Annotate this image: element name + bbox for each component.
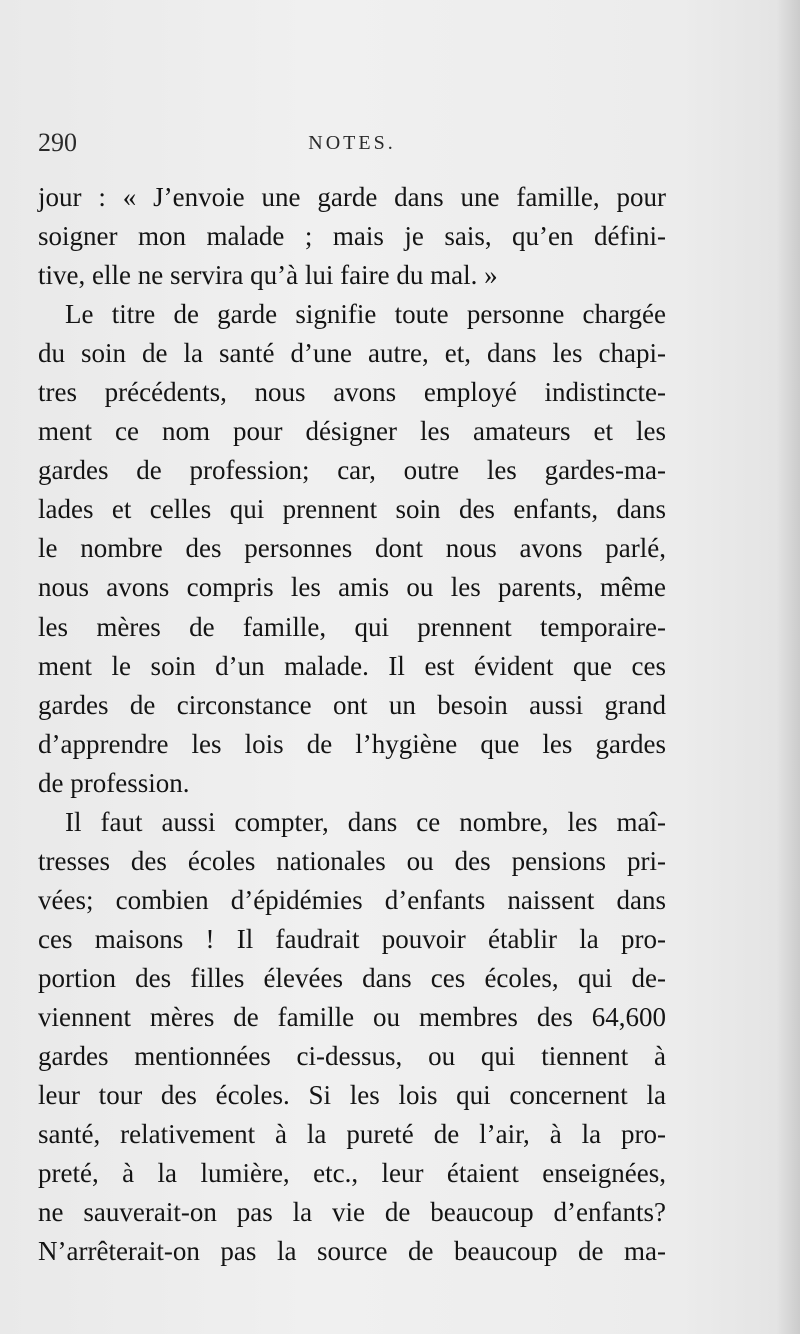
- text-line: portion des filles élevées dans ces écoles, qui de-: [38, 962, 666, 993]
- text-line: vées; combien d’épidémies d’enfants naissent dans: [38, 884, 666, 915]
- text-line: preté, à la lumière, etc., leur étaient enseignées,: [38, 1158, 666, 1189]
- text-line: tresses des écoles nationales ou des pensions pri-: [38, 845, 666, 876]
- text-line: gardes mentionnées ci-dessus, ou qui tiennent à: [38, 1041, 666, 1072]
- text-line: nous avons compris les amis ou les parents, même: [38, 572, 666, 603]
- text-line: ces maisons ! Il faudrait pouvoir établir la pro-: [38, 923, 666, 954]
- text-line: ment ce nom pour désigner les amateurs et les: [38, 416, 666, 447]
- text-line: ment le soin d’un malade. Il est évident que ces: [38, 650, 666, 681]
- text-line: les mères de famille, qui prennent temporaire-: [38, 611, 666, 642]
- text-line: Il faut aussi compter, dans ce nombre, les maî-: [65, 806, 666, 837]
- text-line: santé, relativement à la pureté de l’air, à la pro-: [38, 1119, 666, 1150]
- text-line: gardes de profession; car, outre les gardes-ma-: [38, 455, 666, 486]
- text-line: leur tour des écoles. Si les lois qui concernent la: [38, 1080, 666, 1111]
- text-line: Le titre de garde signifie toute personne chargée: [65, 299, 666, 330]
- text-line: ne sauverait-on pas la vie de beaucoup d’enfants?: [38, 1197, 666, 1228]
- page-number: 290: [38, 128, 77, 157]
- page-edge-shadow: [776, 0, 800, 1334]
- text-line: de profession.: [38, 767, 190, 798]
- text-line: N’arrêterait-on pas la source de beaucoup de ma-: [38, 1236, 666, 1267]
- text-line: lades et celles qui prennent soin des enfants, dans: [38, 494, 666, 525]
- text-line: tive, elle ne servira qu’à lui faire du mal. »: [38, 260, 498, 291]
- text-line: gardes de circonstance ont un besoin aussi grand: [38, 689, 666, 720]
- text-line: soigner mon malade ; mais je sais, qu’en défini-: [38, 221, 666, 252]
- text-line: du soin de la santé d’une autre, et, dans les chapi-: [38, 338, 666, 369]
- page-header: [38, 128, 666, 168]
- text-line: le nombre des personnes dont nous avons parlé,: [38, 533, 666, 564]
- text-line: viennent mères de famille ou membres des 64,600: [38, 1001, 666, 1032]
- text-line: tres précédents, nous avons employé indistincte-: [38, 377, 666, 408]
- text-line: d’apprendre les lois de l’hygiène que les gardes: [38, 728, 666, 759]
- running-title: NOTES.: [308, 132, 396, 154]
- body-text: [38, 178, 666, 1271]
- text-line: jour : « J’envoie une garde dans une famille, pour: [38, 182, 666, 212]
